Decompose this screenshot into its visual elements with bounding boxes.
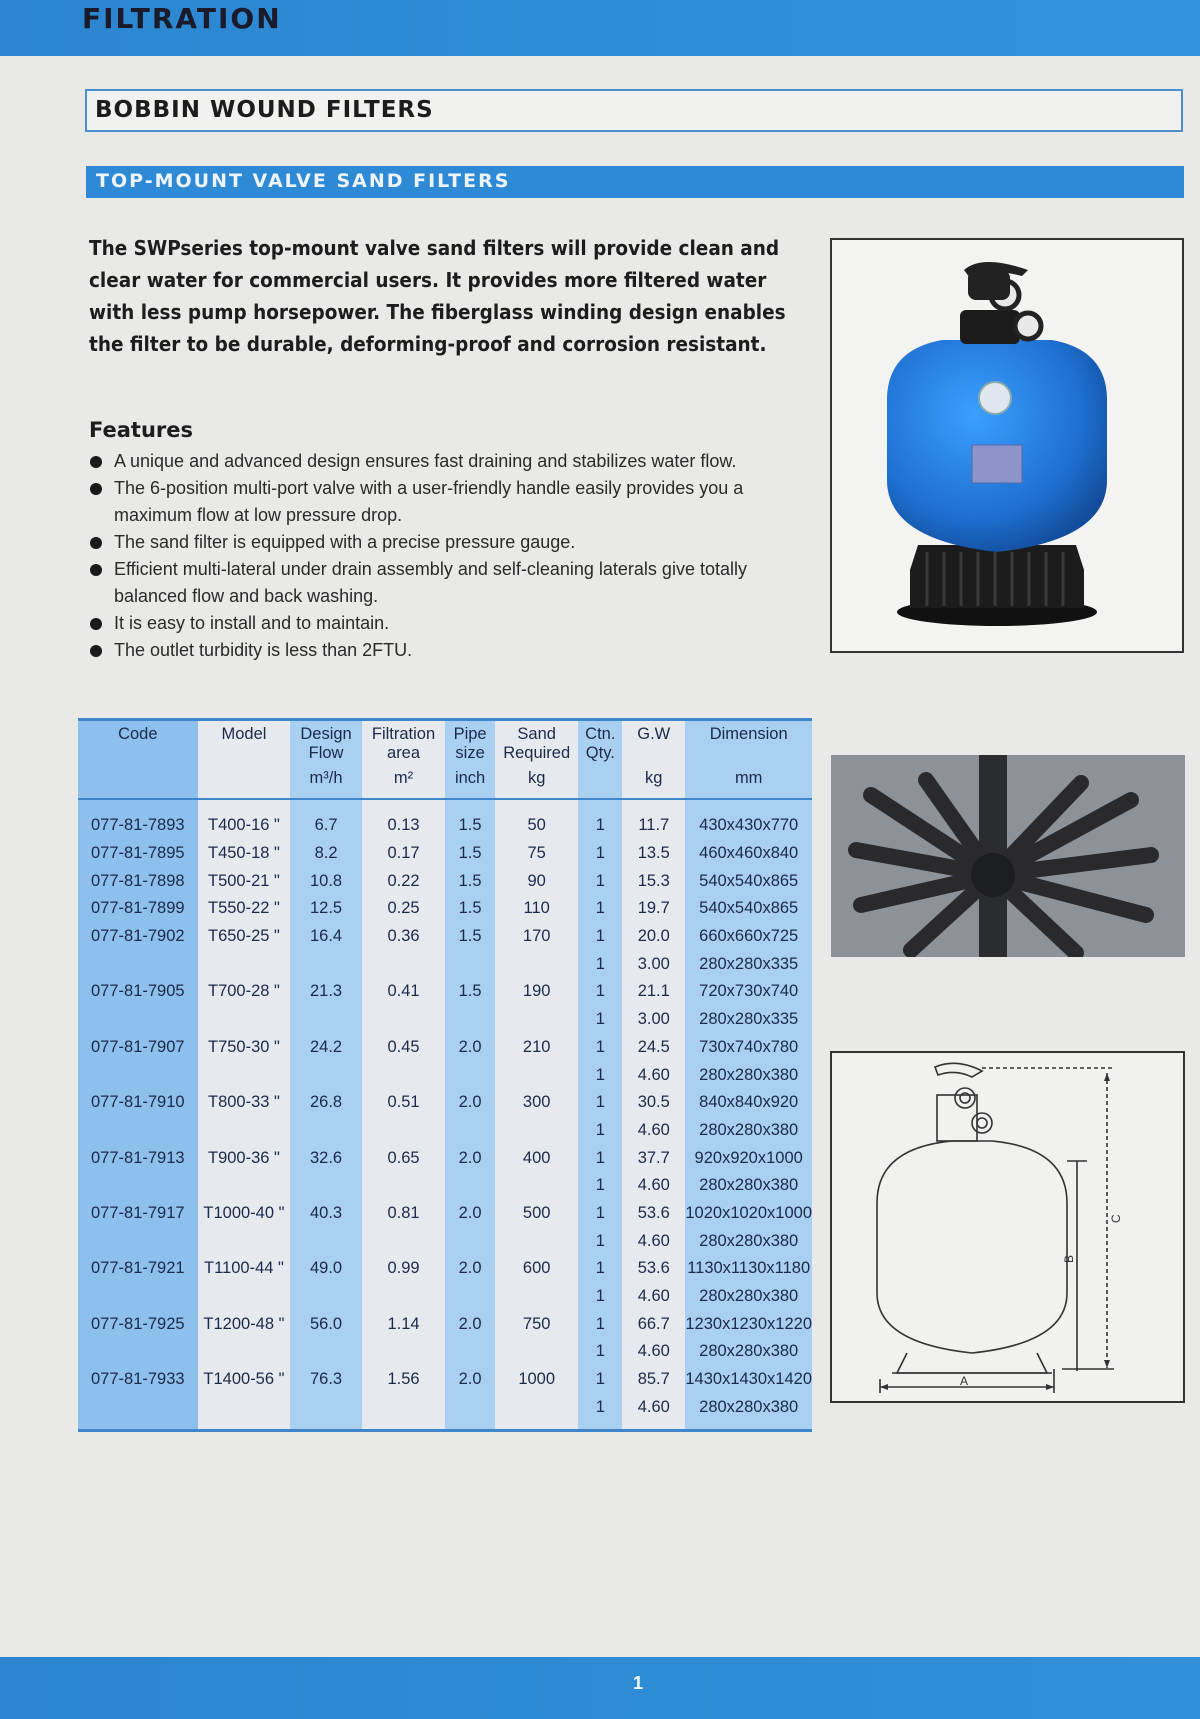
cell-code — [78, 1393, 198, 1430]
cell-sand-required: 1000 — [495, 1366, 579, 1394]
unit-pipe-size: inch — [445, 765, 495, 799]
unit-filtration-area: m² — [362, 765, 445, 799]
cell-design-flow — [290, 1227, 361, 1255]
dimension-label-b: B — [1062, 1254, 1076, 1263]
cell-dimension: 1130x1130x1180 — [685, 1255, 812, 1283]
cell-sand-required — [495, 1393, 579, 1430]
cell-pipe-size — [445, 950, 495, 978]
cell-ctn-qty: 1 — [578, 840, 622, 868]
table-row — [78, 1366, 812, 1394]
cell-pipe-size: 2.0 — [445, 1255, 495, 1283]
cell-model — [198, 1006, 291, 1034]
cell-sand-required: 50 — [495, 799, 579, 840]
cell-ctn-qty: 1 — [578, 1366, 622, 1394]
cell-filtration-area: 0.25 — [362, 895, 445, 923]
cell-filtration-area: 0.17 — [362, 840, 445, 868]
table-row — [78, 1227, 812, 1255]
cell-gw: 21.1 — [622, 978, 685, 1006]
cell-sand-required — [495, 1227, 579, 1255]
cell-code: 077-81-7899 — [78, 895, 198, 923]
cell-code: 077-81-7933 — [78, 1366, 198, 1394]
cell-design-flow: 24.2 — [290, 1034, 361, 1062]
header-design-flow: Design Flow — [290, 720, 361, 766]
cell-dimension: 540x540x865 — [685, 895, 812, 923]
cell-design-flow: 32.6 — [290, 1144, 361, 1172]
cell-ctn-qty: 1 — [578, 895, 622, 923]
cell-gw: 13.5 — [622, 840, 685, 868]
cell-design-flow: 76.3 — [290, 1366, 361, 1394]
table-row — [78, 1006, 812, 1034]
cell-code: 077-81-7917 — [78, 1200, 198, 1228]
cell-code — [78, 1172, 198, 1200]
cell-model: T1000-40 " — [198, 1200, 291, 1228]
cell-code: 077-81-7902 — [78, 923, 198, 951]
cell-pipe-size: 2.0 — [445, 1144, 495, 1172]
subsection-title: TOP-MOUNT VALVE SAND FILTERS — [96, 170, 511, 192]
cell-filtration-area: 0.13 — [362, 799, 445, 840]
table-row — [78, 1310, 812, 1338]
cell-pipe-size: 1.5 — [445, 840, 495, 868]
cell-sand-required: 110 — [495, 895, 579, 923]
cell-filtration-area: 0.81 — [362, 1200, 445, 1228]
dimension-drawing — [830, 1051, 1185, 1403]
cell-model: T450-18 " — [198, 840, 291, 868]
cell-filtration-area: 0.22 — [362, 867, 445, 895]
table-row — [78, 1117, 812, 1145]
filter-outline-diagram — [832, 1053, 1183, 1401]
cell-dimension: 280x280x380 — [685, 1172, 812, 1200]
cell-model — [198, 1227, 291, 1255]
header-sand-required: Sand Required — [495, 720, 579, 766]
cell-design-flow: 8.2 — [290, 840, 361, 868]
cell-pipe-size — [445, 1172, 495, 1200]
top-banner — [0, 0, 1200, 56]
cell-model — [198, 1061, 291, 1089]
cell-ctn-qty: 1 — [578, 1227, 622, 1255]
cell-sand-required: 400 — [495, 1144, 579, 1172]
features-heading: Features — [89, 418, 193, 442]
cell-gw: 30.5 — [622, 1089, 685, 1117]
unit-model — [198, 765, 291, 799]
cell-ctn-qty: 1 — [578, 1144, 622, 1172]
laterals-photo — [831, 755, 1185, 957]
cell-filtration-area: 0.65 — [362, 1144, 445, 1172]
cell-filtration-area: 0.36 — [362, 923, 445, 951]
cell-pipe-size — [445, 1061, 495, 1089]
cell-code — [78, 950, 198, 978]
cell-model: T1200-48 " — [198, 1310, 291, 1338]
cell-ctn-qty: 1 — [578, 1034, 622, 1062]
cell-design-flow: 10.8 — [290, 867, 361, 895]
cell-sand-required: 75 — [495, 840, 579, 868]
header-model: Model — [198, 720, 291, 766]
cell-sand-required — [495, 1117, 579, 1145]
cell-model — [198, 950, 291, 978]
cell-design-flow — [290, 1061, 361, 1089]
cell-ctn-qty: 1 — [578, 1255, 622, 1283]
cell-sand-required: 210 — [495, 1034, 579, 1062]
cell-model: T900-36 " — [198, 1144, 291, 1172]
cell-filtration-area — [362, 1283, 445, 1311]
cell-sand-required: 90 — [495, 867, 579, 895]
cell-design-flow — [290, 1283, 361, 1311]
cell-dimension: 660x660x725 — [685, 923, 812, 951]
unit-gw: kg — [622, 765, 685, 799]
cell-sand-required — [495, 1172, 579, 1200]
cell-design-flow: 26.8 — [290, 1089, 361, 1117]
cell-gw: 4.60 — [622, 1338, 685, 1366]
cell-pipe-size: 1.5 — [445, 923, 495, 951]
cell-dimension: 1230x1230x1220 — [685, 1310, 812, 1338]
cell-ctn-qty: 1 — [578, 1089, 622, 1117]
cell-ctn-qty: 1 — [578, 978, 622, 1006]
unit-design-flow: m³/h — [290, 765, 361, 799]
feature-item: The 6-position multi-port valve with a user-friendly handle easily provides you a maximum flow at low pressure drop. — [89, 475, 789, 529]
specification-table — [78, 718, 812, 1432]
cell-design-flow: 49.0 — [290, 1255, 361, 1283]
cell-design-flow — [290, 1393, 361, 1430]
cell-filtration-area — [362, 1006, 445, 1034]
dimension-label-a: A — [960, 1374, 969, 1388]
cell-code: 077-81-7905 — [78, 978, 198, 1006]
table-row — [78, 1144, 812, 1172]
table-row — [78, 1200, 812, 1228]
cell-code — [78, 1338, 198, 1366]
underdrain-laterals-image — [831, 755, 1185, 957]
table-row — [78, 1255, 812, 1283]
cell-ctn-qty: 1 — [578, 867, 622, 895]
cell-filtration-area: 1.14 — [362, 1310, 445, 1338]
cell-gw: 4.60 — [622, 1227, 685, 1255]
cell-code — [78, 1061, 198, 1089]
cell-design-flow: 40.3 — [290, 1200, 361, 1228]
cell-dimension: 280x280x380 — [685, 1227, 812, 1255]
table-row — [78, 1034, 812, 1062]
cell-code — [78, 1006, 198, 1034]
feature-item: A unique and advanced design ensures fast draining and stabilizes water flow. — [89, 448, 789, 475]
table-row — [78, 923, 812, 951]
cell-model: T400-16 " — [198, 799, 291, 840]
cell-sand-required: 190 — [495, 978, 579, 1006]
cell-model — [198, 1117, 291, 1145]
cell-gw: 53.6 — [622, 1200, 685, 1228]
cell-dimension: 280x280x380 — [685, 1117, 812, 1145]
table-header-row — [78, 720, 812, 766]
cell-dimension: 540x540x865 — [685, 867, 812, 895]
cell-pipe-size: 2.0 — [445, 1200, 495, 1228]
cell-gw: 4.60 — [622, 1172, 685, 1200]
cell-code: 077-81-7913 — [78, 1144, 198, 1172]
cell-code: 077-81-7895 — [78, 840, 198, 868]
feature-item: The outlet turbidity is less than 2FTU. — [89, 637, 789, 664]
feature-item: Efficient multi-lateral under drain assembly and self-cleaning laterals give totally balanced flow and back washing. — [89, 556, 789, 610]
cell-model — [198, 1338, 291, 1366]
footer-bar — [0, 1657, 1200, 1719]
header-gw: G.W — [622, 720, 685, 766]
header-code: Code — [78, 720, 198, 766]
section-title-box — [85, 89, 1183, 132]
header-filtration-area: Filtration area — [362, 720, 445, 766]
unit-ctn-qty — [578, 765, 622, 799]
cell-sand-required — [495, 950, 579, 978]
cell-pipe-size: 2.0 — [445, 1034, 495, 1062]
cell-design-flow: 12.5 — [290, 895, 361, 923]
cell-code: 077-81-7925 — [78, 1310, 198, 1338]
cell-design-flow — [290, 950, 361, 978]
cell-ctn-qty: 1 — [578, 1200, 622, 1228]
cell-gw: 66.7 — [622, 1310, 685, 1338]
cell-model: T700-28 " — [198, 978, 291, 1006]
table-row — [78, 1089, 812, 1117]
cell-code — [78, 1283, 198, 1311]
cell-filtration-area — [362, 1338, 445, 1366]
cell-gw: 15.3 — [622, 867, 685, 895]
cell-ctn-qty: 1 — [578, 1172, 622, 1200]
table-row — [78, 1061, 812, 1089]
cell-sand-required: 500 — [495, 1200, 579, 1228]
cell-sand-required: 170 — [495, 923, 579, 951]
cell-gw: 4.60 — [622, 1393, 685, 1430]
features-list — [89, 448, 789, 664]
cell-design-flow — [290, 1117, 361, 1145]
cell-code: 077-81-7893 — [78, 799, 198, 840]
cell-dimension: 1020x1020x1000 — [685, 1200, 812, 1228]
cell-code: 077-81-7898 — [78, 867, 198, 895]
cell-dimension: 720x730x740 — [685, 978, 812, 1006]
cell-pipe-size — [445, 1117, 495, 1145]
table-row — [78, 840, 812, 868]
cell-model — [198, 1393, 291, 1430]
table-units-row — [78, 765, 812, 799]
subsection-bar — [86, 166, 1184, 198]
cell-design-flow — [290, 1172, 361, 1200]
header-ctn-qty: Ctn. Qty. — [578, 720, 622, 766]
dimension-label-c: C — [1109, 1214, 1123, 1223]
cell-gw: 24.5 — [622, 1034, 685, 1062]
cell-filtration-area — [362, 1117, 445, 1145]
cell-design-flow — [290, 1006, 361, 1034]
cell-code: 077-81-7907 — [78, 1034, 198, 1062]
cell-dimension: 280x280x380 — [685, 1393, 812, 1430]
cell-pipe-size: 1.5 — [445, 799, 495, 840]
cell-model: T500-21 " — [198, 867, 291, 895]
cell-sand-required — [495, 1338, 579, 1366]
section-title: BOBBIN WOUND FILTERS — [95, 97, 434, 123]
cell-filtration-area — [362, 1227, 445, 1255]
header-dimension: Dimension — [685, 720, 812, 766]
cell-gw: 3.00 — [622, 1006, 685, 1034]
header-pipe-size: Pipe size — [445, 720, 495, 766]
cell-sand-required — [495, 1006, 579, 1034]
cell-pipe-size: 2.0 — [445, 1310, 495, 1338]
cell-gw: 53.6 — [622, 1255, 685, 1283]
cell-ctn-qty: 1 — [578, 1061, 622, 1089]
cell-design-flow: 16.4 — [290, 923, 361, 951]
cell-ctn-qty: 1 — [578, 1006, 622, 1034]
cell-dimension: 280x280x380 — [685, 1061, 812, 1089]
cell-gw: 19.7 — [622, 895, 685, 923]
cell-pipe-size: 1.5 — [445, 978, 495, 1006]
page-category-title: FILTRATION — [82, 2, 282, 35]
cell-model: T550-22 " — [198, 895, 291, 923]
cell-dimension: 840x840x920 — [685, 1089, 812, 1117]
cell-ctn-qty: 1 — [578, 799, 622, 840]
table-row — [78, 1393, 812, 1430]
cell-gw: 3.00 — [622, 950, 685, 978]
cell-ctn-qty: 1 — [578, 950, 622, 978]
cell-model: T1400-56 " — [198, 1366, 291, 1394]
cell-pipe-size — [445, 1338, 495, 1366]
cell-filtration-area — [362, 1061, 445, 1089]
cell-dimension: 460x460x840 — [685, 840, 812, 868]
table-row — [78, 895, 812, 923]
cell-sand-required: 600 — [495, 1255, 579, 1283]
cell-code — [78, 1117, 198, 1145]
cell-filtration-area: 0.45 — [362, 1034, 445, 1062]
unit-sand-required: kg — [495, 765, 579, 799]
cell-dimension: 280x280x335 — [685, 1006, 812, 1034]
cell-ctn-qty: 1 — [578, 1338, 622, 1366]
cell-ctn-qty: 1 — [578, 923, 622, 951]
cell-pipe-size — [445, 1006, 495, 1034]
table-row — [78, 1338, 812, 1366]
cell-dimension: 280x280x335 — [685, 950, 812, 978]
cell-sand-required — [495, 1061, 579, 1089]
cell-design-flow: 21.3 — [290, 978, 361, 1006]
cell-code: 077-81-7910 — [78, 1089, 198, 1117]
cell-dimension: 730x740x780 — [685, 1034, 812, 1062]
cell-gw: 11.7 — [622, 799, 685, 840]
cell-model — [198, 1172, 291, 1200]
cell-ctn-qty: 1 — [578, 1393, 622, 1430]
cell-filtration-area — [362, 1393, 445, 1430]
cell-pipe-size: 1.5 — [445, 867, 495, 895]
cell-ctn-qty: 1 — [578, 1117, 622, 1145]
cell-design-flow: 6.7 — [290, 799, 361, 840]
cell-sand-required: 750 — [495, 1310, 579, 1338]
table-row — [78, 867, 812, 895]
intro-paragraph: The SWPseries top-mount valve sand filters will provide clean and clear water for commercial users. It provides more filtered water with less pump horsepower. The fiberglass winding design enables the filter to be durable, deforming-proof and corrosion resistant. — [89, 236, 786, 356]
cell-dimension: 280x280x380 — [685, 1338, 812, 1366]
cell-model — [198, 1283, 291, 1311]
cell-model: T1100-44 " — [198, 1255, 291, 1283]
cell-model: T650-25 " — [198, 923, 291, 951]
cell-filtration-area — [362, 950, 445, 978]
cell-design-flow: 56.0 — [290, 1310, 361, 1338]
cell-filtration-area: 0.51 — [362, 1089, 445, 1117]
cell-code: 077-81-7921 — [78, 1255, 198, 1283]
cell-dimension: 920x920x1000 — [685, 1144, 812, 1172]
unit-code — [78, 765, 198, 799]
cell-gw: 20.0 — [622, 923, 685, 951]
feature-item: The sand filter is equipped with a precise pressure gauge. — [89, 529, 789, 556]
cell-ctn-qty: 1 — [578, 1283, 622, 1311]
cell-dimension: 430x430x770 — [685, 799, 812, 840]
cell-model: T750-30 " — [198, 1034, 291, 1062]
cell-pipe-size — [445, 1393, 495, 1430]
feature-item: It is easy to install and to maintain. — [89, 610, 789, 637]
table-row — [78, 1172, 812, 1200]
sand-filter-image — [832, 240, 1182, 651]
table-row — [78, 799, 812, 840]
cell-design-flow — [290, 1338, 361, 1366]
cell-sand-required — [495, 1283, 579, 1311]
cell-gw: 4.60 — [622, 1283, 685, 1311]
page-number: 1 — [633, 1673, 644, 1693]
table-row — [78, 978, 812, 1006]
cell-pipe-size: 1.5 — [445, 895, 495, 923]
cell-pipe-size — [445, 1227, 495, 1255]
cell-code — [78, 1227, 198, 1255]
cell-gw: 4.60 — [622, 1061, 685, 1089]
cell-pipe-size: 2.0 — [445, 1089, 495, 1117]
cell-model: T800-33 " — [198, 1089, 291, 1117]
unit-dimension: mm — [685, 765, 812, 799]
table-row — [78, 1283, 812, 1311]
cell-filtration-area — [362, 1172, 445, 1200]
cell-gw: 4.60 — [622, 1117, 685, 1145]
cell-pipe-size — [445, 1283, 495, 1311]
cell-filtration-area: 0.99 — [362, 1255, 445, 1283]
cell-filtration-area: 1.56 — [362, 1366, 445, 1394]
cell-filtration-area: 0.41 — [362, 978, 445, 1006]
cell-sand-required: 300 — [495, 1089, 579, 1117]
cell-pipe-size: 2.0 — [445, 1366, 495, 1394]
cell-ctn-qty: 1 — [578, 1310, 622, 1338]
cell-dimension: 1430x1430x1420 — [685, 1366, 812, 1394]
cell-dimension: 280x280x380 — [685, 1283, 812, 1311]
sand-filter-photo — [830, 238, 1184, 653]
cell-gw: 85.7 — [622, 1366, 685, 1394]
cell-gw: 37.7 — [622, 1144, 685, 1172]
table-row — [78, 950, 812, 978]
